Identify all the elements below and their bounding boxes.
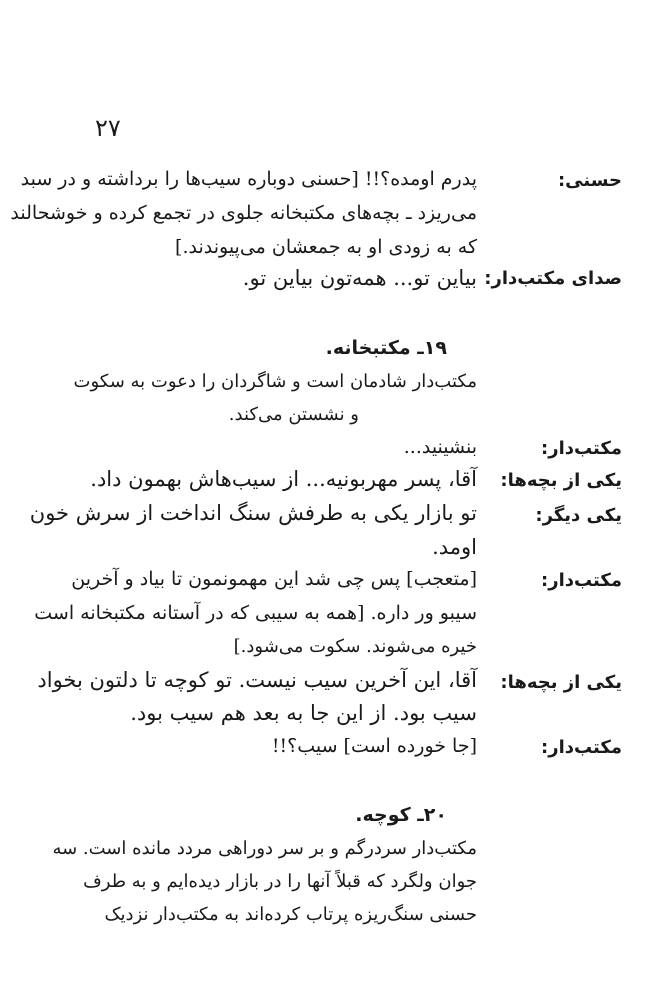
speaker-teacher: مکتب‌دار: bbox=[541, 570, 622, 591]
scene-20-desc-1: مکتب‌دار سردرگم و بر سر دوراهی مردد مانده است. سه bbox=[52, 838, 477, 859]
teacher-line-3: سیبو ور داره. [همه به سیبی که در آستانه مکتبخانه است bbox=[34, 602, 477, 624]
speaker-child-1: یکی از بچه‌ها: bbox=[500, 470, 622, 491]
speaker-hasani: حسنی: bbox=[557, 170, 622, 191]
speaker-teacher: مکتب‌دار: bbox=[541, 438, 622, 459]
hasani-line-3: که به زودی او به جمعشان می‌پیوندند.] bbox=[175, 236, 477, 258]
speaker-child-2: یکی از بچه‌ها: bbox=[500, 672, 622, 693]
child-2-line-2: سیب بود. از این جا به بعد هم سیب بود. bbox=[130, 701, 477, 725]
scene-19-desc-1: مکتب‌دار شادمان است و شاگردان را دعوت به سکوت bbox=[73, 371, 477, 392]
teacher-voice-line: بیاین تو... همه‌تون بیاین تو. bbox=[242, 266, 477, 290]
teacher-line-4: خیره می‌شوند. سکوت می‌شود.] bbox=[233, 636, 477, 657]
page-number: ۲۷ bbox=[95, 114, 121, 142]
scene-20-title: ۲۰ـ کوچه. bbox=[355, 804, 447, 826]
teacher-line-1: بنشینید... bbox=[403, 436, 477, 458]
speaker-teacher: مکتب‌دار: bbox=[541, 737, 622, 758]
child-1-line-1: آقا، پسر مهربونیه... از سیب‌هاش بهمون داد. bbox=[90, 467, 477, 491]
scene-19-title: ۱۹ـ مکتبخانه. bbox=[325, 337, 447, 359]
teacher-line-2: [متعجب] پس چی شد این مهمونمون تا بیاد و آخرین bbox=[71, 568, 477, 590]
scene-19-desc-2: و نشستن می‌کند. bbox=[228, 404, 359, 425]
scene-20-desc-2: جوان ولگرد که قبلاً آنها را در بازار دیده‌ایم و به طرف bbox=[83, 871, 477, 892]
child-2-line-1: آقا، این آخرین سیب نیست. تو کوچه تا دلتون بخواد bbox=[37, 668, 477, 692]
speaker-teacher-voice: صدای مکتب‌دار: bbox=[484, 268, 622, 289]
another-child-line-2: اومد. bbox=[432, 535, 477, 559]
speaker-another-child: یکی دیگر: bbox=[535, 505, 622, 526]
scene-20-desc-3: حسنی سنگ‌ریزه پرتاب کرده‌اند به مکتب‌دار نزدیک bbox=[104, 904, 477, 925]
hasani-line-2: می‌ریزد ـ بچه‌های مکتبخانه جلوی در تجمع کرده و خوشحالند bbox=[10, 202, 477, 224]
hasani-line-1: پدرم اومده؟!! [حسنی دوباره سیب‌ها را برداشته و در سبد bbox=[20, 168, 477, 190]
another-child-line-1: تو بازار یکی به طرفش سنگ انداخت از سرش خون bbox=[29, 501, 477, 525]
teacher-line-5: [جا خورده است] سیب؟!! bbox=[271, 735, 477, 757]
